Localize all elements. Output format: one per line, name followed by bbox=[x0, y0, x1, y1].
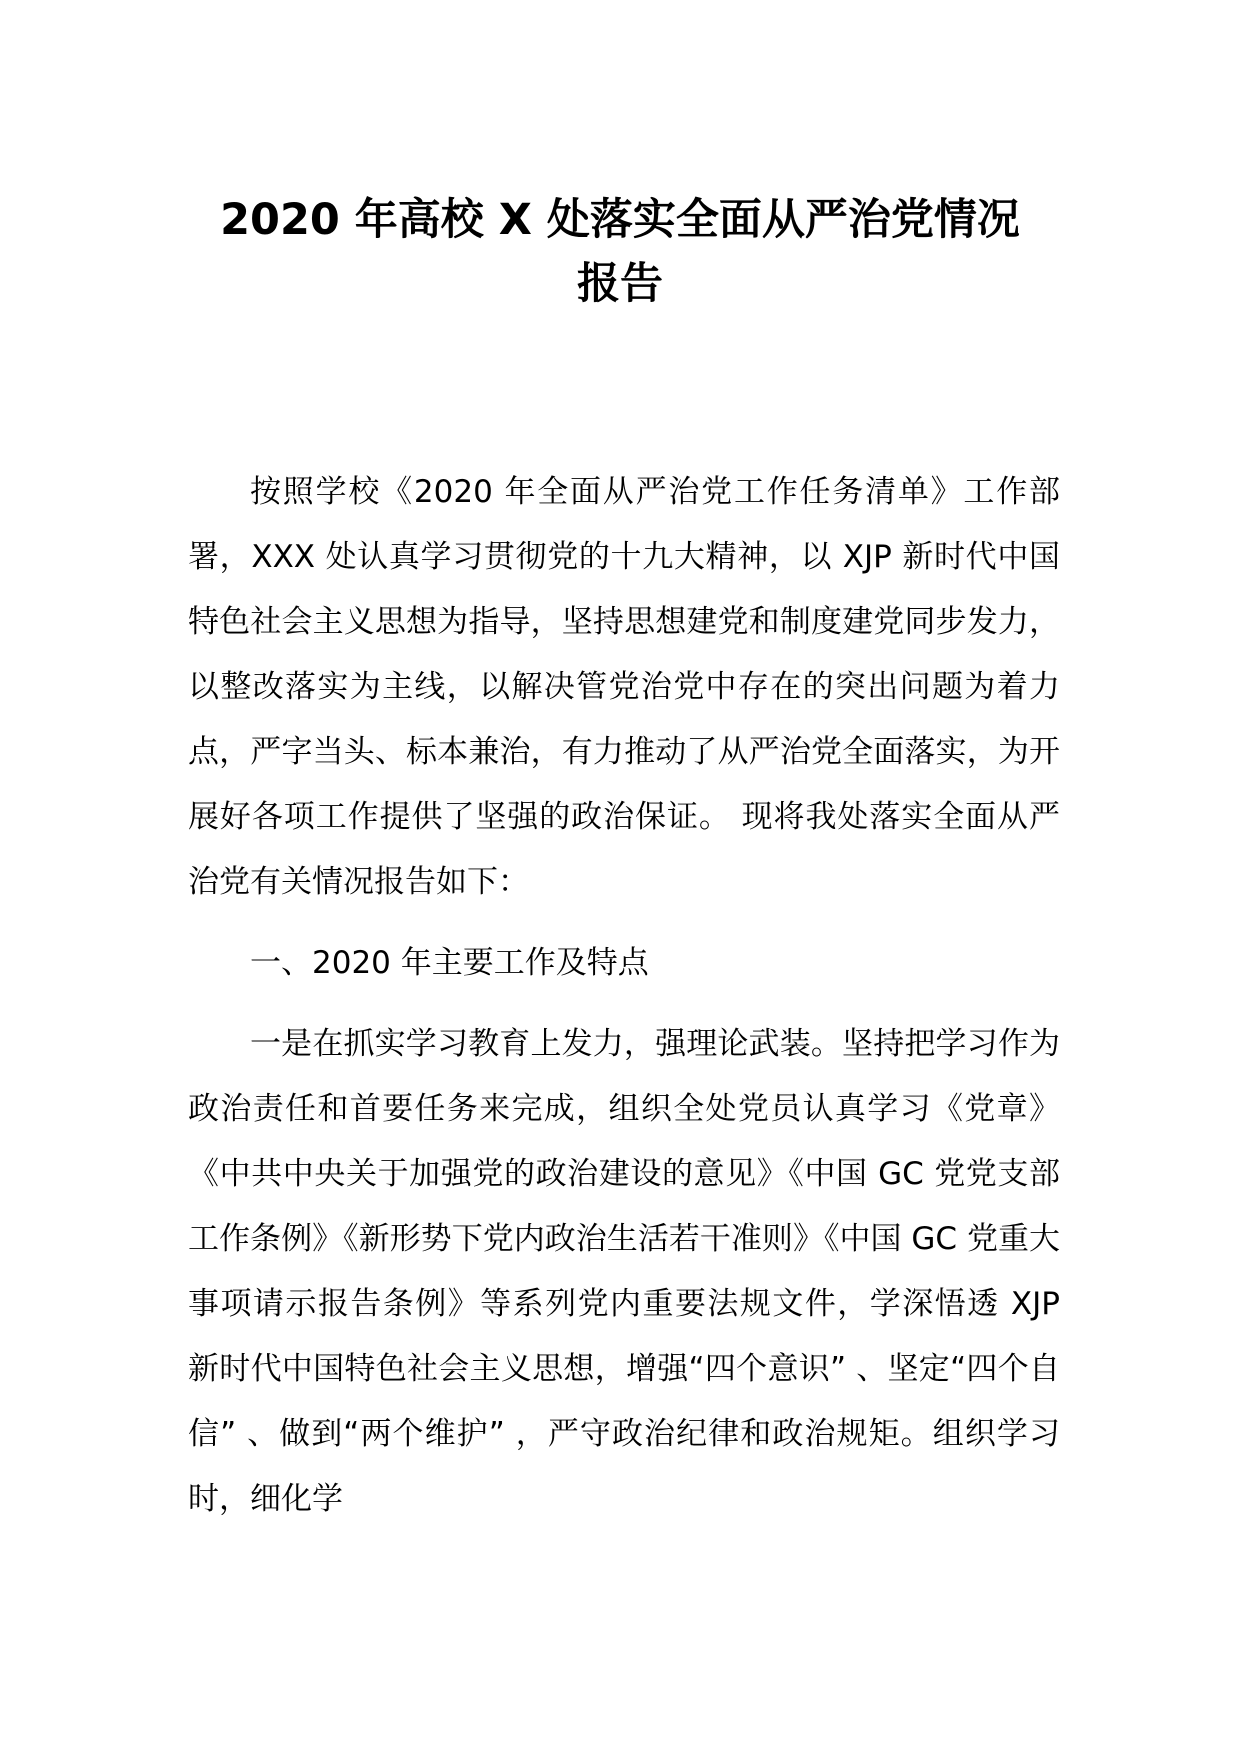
intro-paragraph: 按照学校《2020 年全面从严治党工作任务清单》工作部署，XXX 处认真学习贯彻党的十九大精神，以 XJP 新时代中国特色社会主义思想为指导，坚持思想建党和制度建党同步发力，以整改落实为主线，以解决管党治党中存在的突出问题为着力点，严字当头、标本兼治，有力推动了从严治党全面落实，为开展好各项工作提供了坚强的政治保证。 现将我处落实全面从严治党有关情况报告如下： bbox=[188, 474, 1060, 900]
title-line-2: 报告 bbox=[577, 259, 663, 309]
body-paragraph-1: 一是在抓实学习教育上发力，强理论武装。坚持把学习作为政治责任和首要任务来完成，组织全处党员认真学习《党章》《中共中央关于加强党的政治建设的意见》《中国 GC 党党支部工作条例》《新形势下党内政治生活若干准则》《中国 GC 党重大事项请示报告条例》等系列党内重要法规文件，学深悟透 XJP 新时代中国特色社会主义思想，增强“四个意识” 、坚定“四个自信” 、做到“两个维护” ，严守政治纪律和政治规矩。组织学习时，细化学 bbox=[188, 1026, 1060, 1517]
document-body bbox=[188, 460, 1060, 1532]
section-heading-1: 一、2020 年主要工作及特点 bbox=[250, 945, 649, 981]
title-line-1: 2020 年高校 X 处落实全面从严治党情况 bbox=[220, 195, 1020, 245]
document-title bbox=[160, 188, 1080, 316]
